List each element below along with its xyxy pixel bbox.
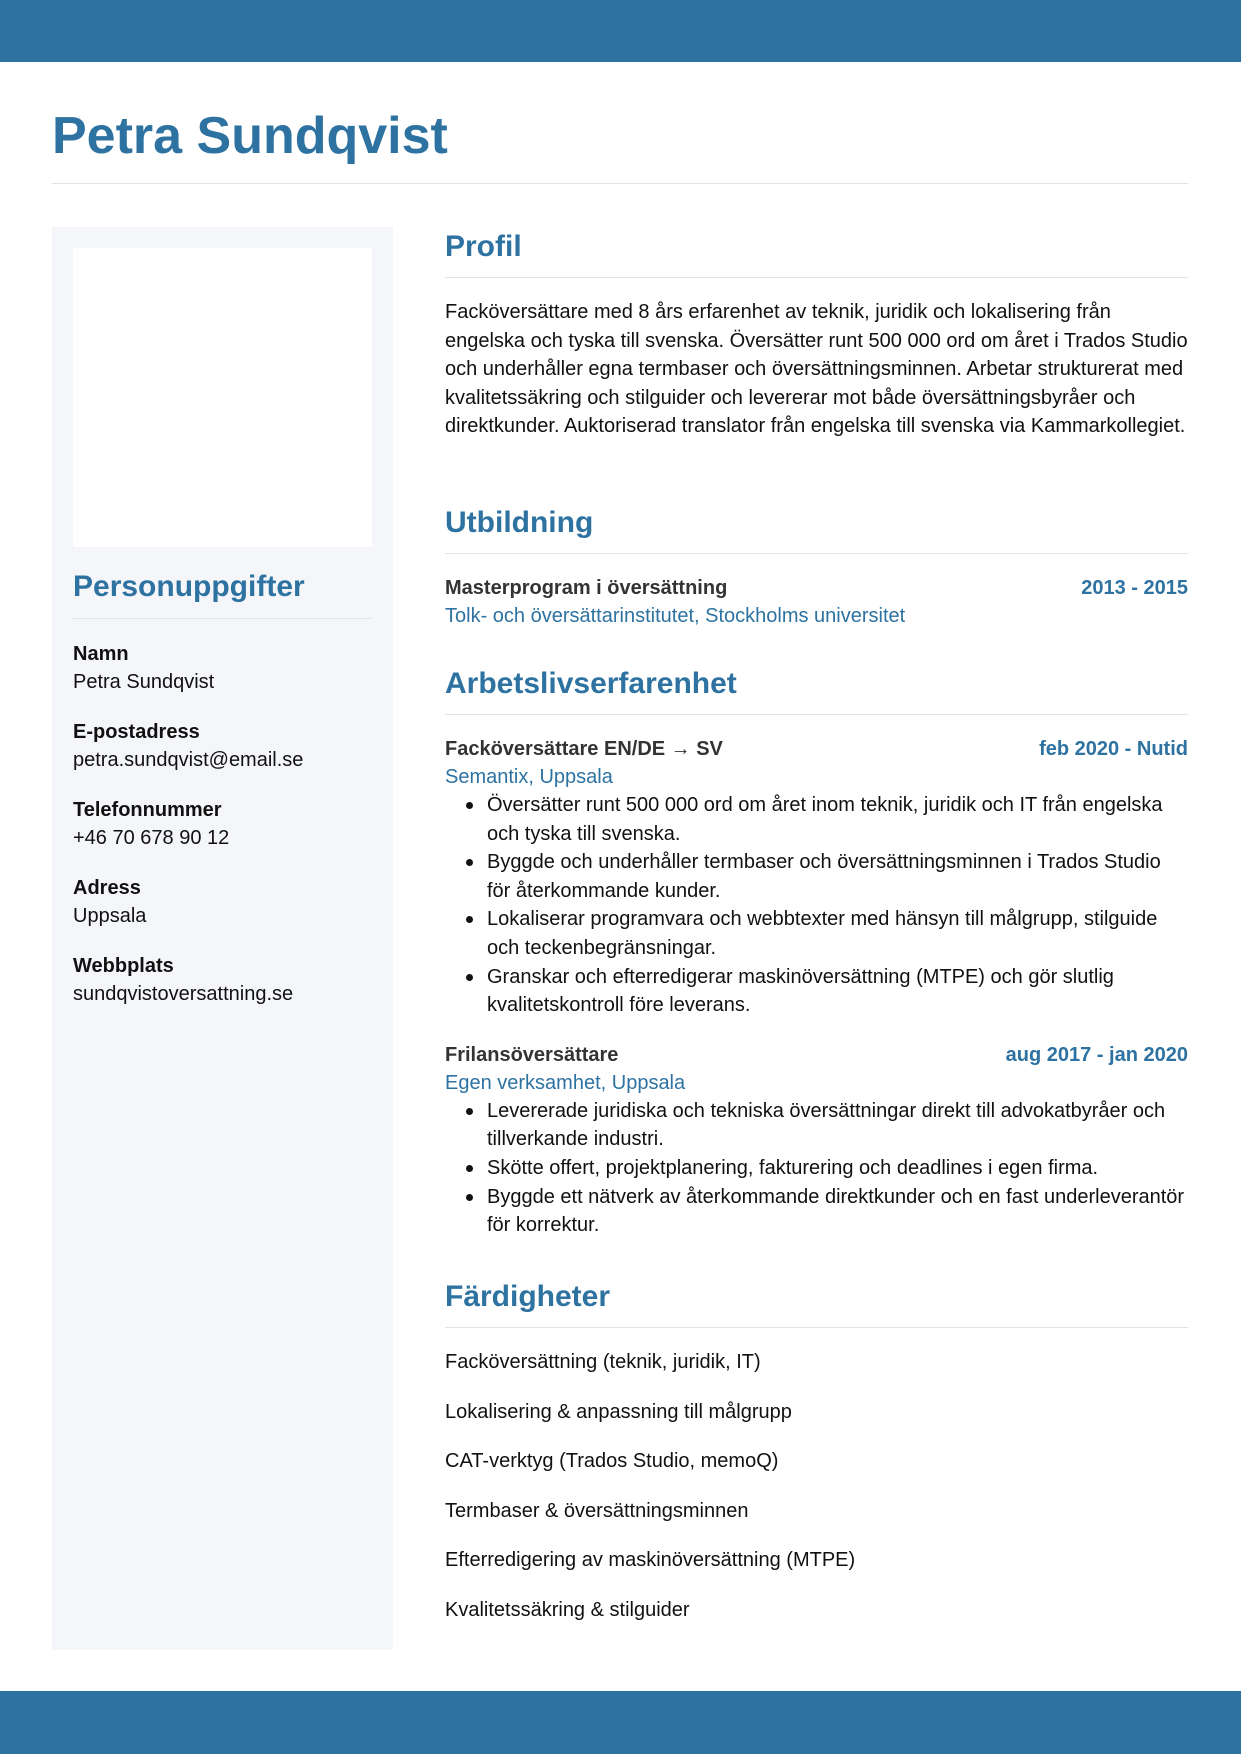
skill-item: Lokalisering & anpassning till målgrupp bbox=[445, 1400, 792, 1423]
job-bullets bbox=[465, 791, 1188, 1020]
contact-label: Telefonnummer bbox=[73, 799, 222, 821]
job-dates: feb 2020 - Nutid bbox=[1039, 738, 1188, 760]
list-item: Granskar och efterredigerar maskinöversättning (MTPE) och gör slutlig kvalitetskontroll före leverans. bbox=[465, 963, 1188, 1020]
experience-entry bbox=[445, 1041, 1188, 1240]
education-dates: 2013 - 2015 bbox=[1081, 577, 1188, 599]
bottom-accent-bar bbox=[0, 1691, 1241, 1754]
list-item: Skötte offert, projektplanering, fakturering och deadlines i egen firma. bbox=[465, 1154, 1188, 1183]
skill-item: CAT-verktyg (Trados Studio, memoQ) bbox=[445, 1450, 779, 1472]
skill-item: Termbaser & översättningsminnen bbox=[445, 1499, 749, 1522]
page-title: Petra Sundqvist bbox=[52, 107, 448, 165]
skills-list bbox=[445, 1348, 1188, 1645]
section-title: Utbildning bbox=[445, 506, 594, 539]
list-item: Lokaliserar programvara och webbtexter med hänsyn till målgrupp, stilguide och teckenbegränsningar. bbox=[465, 905, 1188, 962]
section-divider bbox=[445, 1327, 1188, 1328]
contact-item-address bbox=[73, 874, 373, 952]
job-role: Facköversättare EN/DE → SV bbox=[445, 738, 723, 760]
main-content bbox=[445, 227, 1188, 1645]
contact-item-website bbox=[73, 952, 373, 1030]
education-school: Tolk- och översättarinstitutet, Stockholms universitet bbox=[445, 605, 906, 627]
section-title: Färdigheter bbox=[445, 1280, 611, 1313]
list-item: Byggde och underhåller termbaser och översättningsminnen i Trados Studio för återkommande kunder. bbox=[465, 848, 1188, 905]
profile-section bbox=[445, 227, 1188, 503]
contact-label: E-postadress bbox=[73, 721, 200, 743]
skill-item: Kvalitetssäkring & stilguider bbox=[445, 1598, 690, 1621]
sidebar-divider bbox=[73, 618, 372, 619]
contact-value: +46 70 678 90 12 bbox=[73, 827, 230, 849]
job-role: Frilansöversättare bbox=[445, 1043, 619, 1066]
experience-entry bbox=[445, 735, 1188, 1020]
profile-text: Facköversättare med 8 års erfarenhet av teknik, juridik och lokalisering från engelska och tyska till svenska. Översätter runt 500 000 ord om året i Trados Studio och underhåller egna termbaser och översättningsminnen. Arbetar strukturerat med kvalitetssäkring och stilguider och levererar mot både översättningsbyråer och direktkunder. Auktoriserad translator från engelska till svenska via Kammarkollegiet. bbox=[445, 301, 1188, 438]
job-dates: aug 2017 - jan 2020 bbox=[1005, 1043, 1188, 1066]
skill-item: Efterredigering av maskinöversättning (MTPE) bbox=[445, 1549, 856, 1571]
contact-label: Adress bbox=[73, 877, 141, 899]
sidebar-title: Personuppgifter bbox=[73, 570, 305, 603]
list-item: Översätter runt 500 000 ord om året inom teknik, juridik och IT från engelska och tyska till svenska. bbox=[465, 791, 1188, 848]
header bbox=[52, 100, 1188, 172]
job-org: Semantix, Uppsala bbox=[445, 766, 613, 788]
header-divider bbox=[52, 183, 1188, 184]
contact-list bbox=[73, 640, 373, 1030]
experience-section bbox=[445, 664, 1188, 1277]
job-bullets bbox=[465, 1097, 1188, 1240]
contact-value: Petra Sundqvist bbox=[73, 671, 215, 693]
profile-photo-placeholder bbox=[73, 248, 372, 547]
section-divider bbox=[445, 553, 1188, 554]
contact-label: Webbplats bbox=[73, 955, 174, 977]
section-divider bbox=[445, 277, 1188, 278]
education-degree: Masterprogram i översättning bbox=[445, 577, 728, 599]
contact-value: sundqvistoversattning.se bbox=[73, 983, 294, 1005]
section-title: Arbetslivserfarenhet bbox=[445, 667, 737, 700]
list-item: Byggde ett nätverk av återkommande direktkunder och en fast underleverantör för korrektur. bbox=[465, 1183, 1188, 1240]
job-org: Egen verksamhet, Uppsala bbox=[445, 1071, 686, 1094]
section-title: Profil bbox=[445, 230, 522, 263]
list-item: Levererade juridiska och tekniska översättningar direkt till advokatbyråer och tillverkande industri. bbox=[465, 1097, 1188, 1154]
top-accent-bar bbox=[0, 0, 1241, 62]
contact-item-email bbox=[73, 718, 373, 796]
skills-section bbox=[445, 1277, 1188, 1645]
contact-item-phone bbox=[73, 796, 373, 874]
section-divider bbox=[445, 714, 1188, 715]
contact-item-name bbox=[73, 640, 373, 718]
sidebar bbox=[52, 227, 393, 1650]
contact-label: Namn bbox=[73, 643, 129, 665]
education-entry bbox=[445, 574, 1188, 630]
contact-value: Uppsala bbox=[73, 905, 147, 927]
contact-value: petra.sundqvist@email.se bbox=[73, 749, 304, 771]
education-section bbox=[445, 503, 1188, 664]
skill-item: Facköversättning (teknik, juridik, IT) bbox=[445, 1351, 761, 1373]
